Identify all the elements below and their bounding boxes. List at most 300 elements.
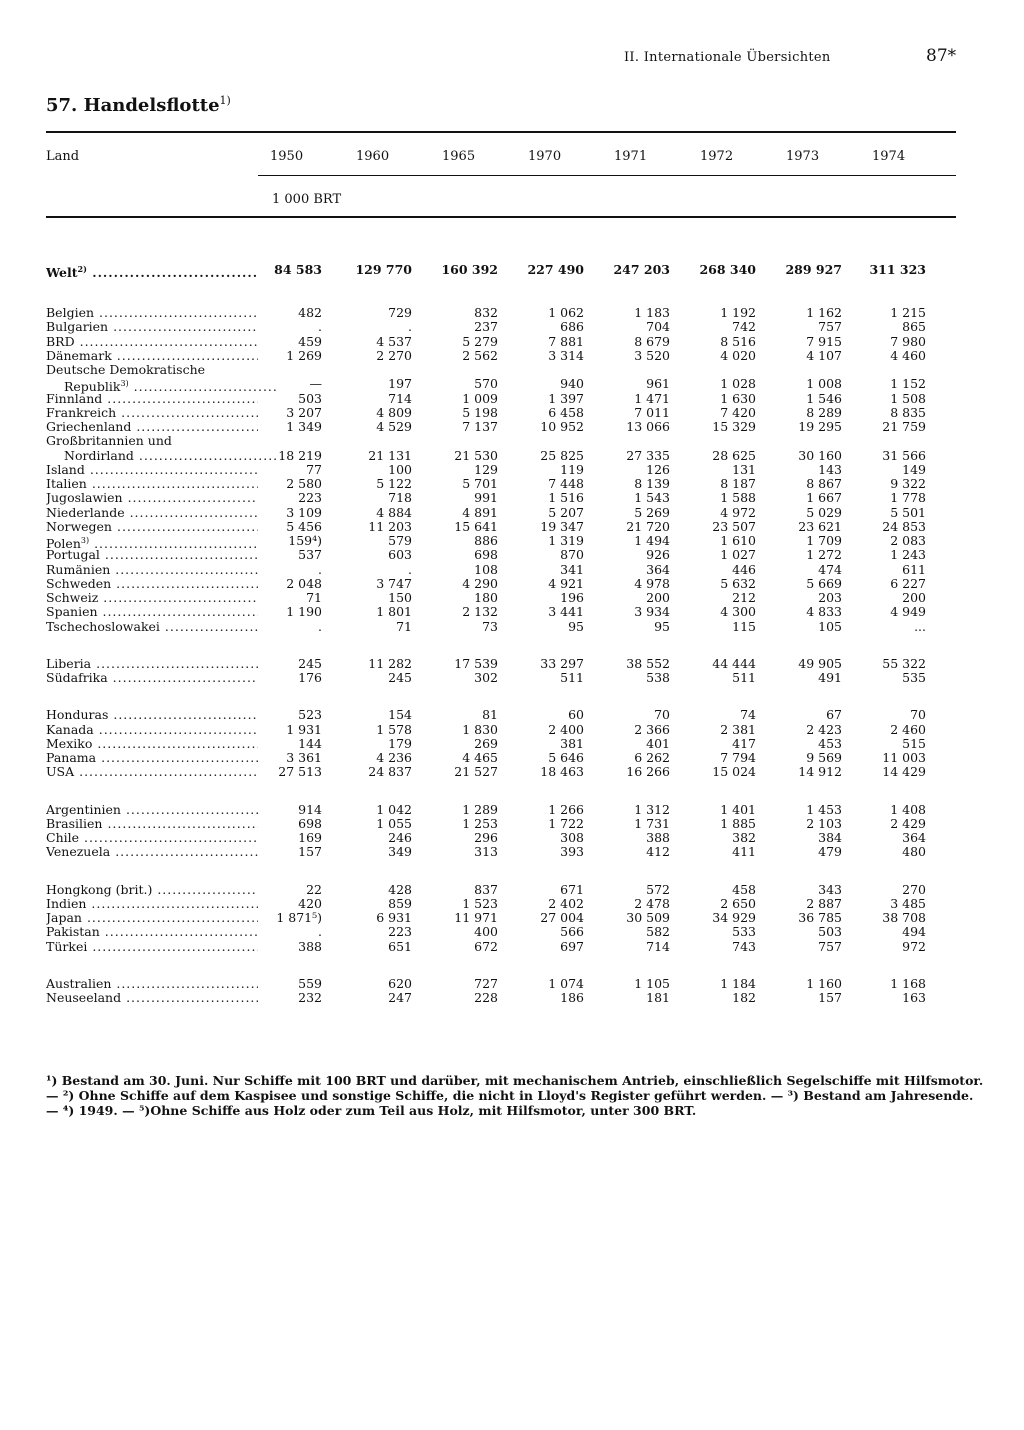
table-cell: 1 543 — [634, 490, 670, 506]
table-cell: 2 478 — [634, 895, 670, 911]
table-cell: 582 — [646, 924, 670, 940]
table-cell: . — [318, 924, 322, 940]
row-label-note: 3) — [120, 379, 129, 389]
table-cell: 5 456 — [286, 518, 322, 534]
column-header-year: 1972 — [700, 149, 734, 164]
row-label-text: Spanien — [46, 604, 98, 620]
table-row — [0, 533, 1024, 552]
table-cell: 4 537 — [376, 333, 412, 349]
table-cell: 729 — [388, 305, 412, 320]
table-cell: 1 215 — [890, 305, 926, 320]
table-cell: 313 — [474, 844, 498, 860]
table-cell: 55 322 — [882, 655, 926, 671]
table-cell: 232 — [298, 990, 322, 1005]
row-label — [46, 816, 258, 831]
table-cell: 157 — [298, 844, 322, 860]
row-label — [46, 750, 258, 765]
table-cell: 1 471 — [634, 390, 670, 406]
table-cell: 8 139 — [634, 476, 670, 491]
table-cell: 1 289 — [462, 801, 498, 817]
table-cell: 44 444 — [712, 655, 756, 671]
table-cell: 2 400 — [548, 721, 584, 737]
table-cell: 1 801 — [376, 604, 412, 620]
table-cell: 3 747 — [376, 575, 412, 591]
table-cell: 2 048 — [286, 575, 322, 591]
table-cell: 4 833 — [806, 604, 842, 620]
table-cell: 38 708 — [882, 910, 926, 925]
table-cell: 870 — [560, 547, 584, 563]
table-cell: 503 — [818, 924, 842, 940]
column-header-year: 1970 — [528, 149, 562, 164]
table-cell: 269 — [474, 735, 498, 751]
row-label-text: Honduras — [46, 707, 109, 723]
table-cell: 1 349 — [286, 419, 322, 434]
table-cell: 5 646 — [548, 750, 584, 765]
table-cell: 538 — [646, 670, 670, 685]
footnote-line: — ²) Ohne Schiffe auf dem Kaspisee und sonstige Schiffe, die nicht in Lloyd's Register geführt werden. — ³) Bestand am Jahresende. — [46, 1088, 974, 1103]
table-cell: 4 236 — [376, 750, 412, 765]
table-cell: 245 — [298, 655, 322, 671]
table-cell: 21 530 — [454, 447, 498, 463]
row-label-text: Griechenland — [46, 419, 132, 434]
table-row — [0, 844, 1024, 859]
table-cell: 28 625 — [712, 447, 756, 463]
row-label — [46, 736, 258, 751]
table-cell: 611 — [902, 561, 926, 577]
row-label — [46, 764, 258, 779]
table-cell: 686 — [560, 319, 584, 335]
row-label — [46, 576, 258, 591]
table-cell: 1 312 — [634, 801, 670, 817]
row-label — [46, 419, 258, 434]
row-label — [46, 562, 258, 577]
row-label — [46, 590, 258, 605]
table-cell: 491 — [818, 670, 842, 685]
table-cell: 27 513 — [278, 764, 322, 780]
table-cell: 73 — [482, 618, 498, 634]
column-header-row — [0, 149, 1024, 167]
table-cell: 1 162 — [806, 305, 842, 320]
table-cell: 5 701 — [462, 476, 498, 491]
table-cell: 160 392 — [441, 262, 498, 277]
table-cell: 181 — [646, 990, 670, 1005]
table-cell: 129 — [474, 461, 498, 477]
table-cell: 268 340 — [699, 262, 756, 277]
table-cell: 3 361 — [286, 750, 322, 765]
table-cell: 1 028 — [720, 376, 756, 392]
table-cell: 84 583 — [274, 262, 322, 277]
table-cell: 1 630 — [720, 390, 756, 406]
table-cell: 2 562 — [462, 347, 498, 363]
table-cell: 9 322 — [890, 476, 926, 491]
table-cell: 186 — [560, 990, 584, 1005]
table-cell: 1 184 — [720, 975, 756, 991]
table-cell: 4 300 — [720, 604, 756, 620]
table-cell: 1 523 — [462, 895, 498, 911]
table-cell: 5 029 — [806, 504, 842, 520]
table-cell: 886 — [474, 533, 498, 548]
table-cell: 119 — [560, 461, 584, 477]
table-cell: 865 — [902, 319, 926, 335]
table-cell: 1 160 — [806, 975, 842, 991]
row-label-text: Niederlande — [46, 504, 125, 520]
table-cell: 246 — [388, 830, 412, 845]
table-cell: 15 024 — [712, 764, 756, 780]
table-cell: 33 297 — [540, 655, 584, 671]
row-label-text: Jugoslawien — [46, 490, 123, 506]
column-header-year: 1973 — [786, 149, 820, 164]
row-label-text: Polen — [46, 536, 81, 552]
table-cell: 23 507 — [712, 518, 756, 534]
table-row — [0, 896, 1024, 911]
table-row — [0, 433, 1024, 448]
running-title: II. Internationale Übersichten — [624, 50, 831, 65]
table-cell: 15 329 — [712, 419, 756, 434]
row-label — [46, 348, 258, 363]
table-row — [0, 376, 1024, 395]
table-cell: 34 929 — [712, 910, 756, 925]
table-cell: 579 — [388, 533, 412, 548]
table-cell: 714 — [388, 390, 412, 406]
row-label-text: Deutsche Demokratische — [46, 362, 206, 377]
page-number: 87* — [926, 46, 957, 66]
table-cell: 27 004 — [540, 910, 584, 925]
table-cell: 4 891 — [462, 504, 498, 520]
table-cell: 446 — [732, 561, 756, 577]
table-row — [0, 519, 1024, 534]
table-row — [0, 334, 1024, 349]
table-row — [0, 816, 1024, 831]
table-cell: 364 — [646, 561, 670, 577]
table-cell: 381 — [560, 735, 584, 751]
row-label-text: Frankreich — [46, 404, 117, 420]
table-cell: 67 — [826, 707, 842, 723]
table-cell: 154 — [388, 707, 412, 723]
table-cell: 1 546 — [806, 390, 842, 406]
row-label-text: Island — [46, 461, 85, 477]
table-cell: 100 — [388, 461, 412, 477]
table-cell: 420 — [298, 895, 322, 911]
table-cell: 914 — [298, 801, 322, 817]
table-cell: 8 187 — [720, 476, 756, 491]
table-cell: 503 — [298, 390, 322, 406]
table-cell: 743 — [732, 938, 756, 954]
table-title-text: 57. Handelsflotte — [46, 95, 220, 116]
table-cell: 1 074 — [548, 975, 584, 991]
table-cell: 115 — [732, 618, 756, 634]
table-cell: 18 463 — [540, 764, 584, 780]
row-label-text: Südafrika — [46, 670, 108, 685]
table-cell: 247 203 — [613, 262, 670, 277]
table-cell: 482 — [298, 305, 322, 320]
row-label — [46, 924, 258, 939]
table-cell: 3 485 — [890, 895, 926, 911]
table-cell: 5 669 — [806, 575, 842, 591]
row-label-text: Japan — [46, 910, 82, 925]
table-cell: 179 — [388, 735, 412, 751]
table-cell: 1 578 — [376, 721, 412, 737]
row-label — [46, 462, 258, 477]
row-label — [46, 844, 258, 859]
table-title-note: 1) — [219, 94, 231, 107]
table-cell: 428 — [388, 881, 412, 897]
footnote-line: ¹) Bestand am 30. Juni. Nur Schiffe mit 100 BRT und darüber, mit mechanischem Antrieb, einschließlich Segelschiffe mit Hilfsmotor. — [46, 1073, 984, 1088]
table-cell: 4 107 — [806, 347, 842, 363]
table-cell: 71 — [306, 590, 322, 605]
row-label-text: Hongkong (brit.) — [46, 881, 153, 897]
table-cell: 1 042 — [376, 801, 412, 817]
table-cell: 1 731 — [634, 815, 670, 831]
table-cell: ... — [914, 618, 926, 634]
table-cell: 1 667 — [806, 490, 842, 506]
table-cell: 570 — [474, 376, 498, 392]
table-cell: 727 — [474, 975, 498, 991]
table-cell: 247 — [388, 990, 412, 1005]
table-cell: 388 — [646, 830, 670, 845]
table-cell: 200 — [902, 590, 926, 605]
table-cell: 1 778 — [890, 490, 926, 506]
table-cell: 17 539 — [454, 655, 498, 671]
table-cell: 341 — [560, 561, 584, 577]
row-label — [46, 405, 258, 420]
table-row — [0, 405, 1024, 420]
table-cell: 4 949 — [890, 604, 926, 620]
table-cell: 129 770 — [355, 262, 412, 277]
table-cell: 6 262 — [634, 750, 670, 765]
table-row — [0, 707, 1024, 722]
row-label-text: Republik — [64, 379, 121, 395]
table-cell: 9 569 — [806, 750, 842, 765]
table-cell: 11 282 — [368, 655, 412, 671]
table-cell: 95 — [654, 618, 670, 634]
table-cell: 714 — [646, 938, 670, 954]
top-rule — [46, 131, 956, 133]
table-cell: 926 — [646, 547, 670, 563]
table-cell: 620 — [388, 975, 412, 991]
row-label — [46, 448, 276, 463]
table-cell: 4 460 — [890, 347, 926, 363]
table-cell: 1 494 — [634, 533, 670, 548]
table-cell: 4 884 — [376, 504, 412, 520]
row-label — [46, 656, 258, 671]
table-row — [0, 604, 1024, 619]
table-cell: . — [318, 618, 322, 634]
column-header-land: Land — [46, 149, 80, 164]
table-cell: 2 381 — [720, 721, 756, 737]
table-cell: 15 641 — [454, 518, 498, 534]
table-cell: — — [309, 376, 322, 392]
row-label — [46, 334, 258, 349]
table-cell: 14 429 — [882, 764, 926, 780]
table-cell: 289 927 — [785, 262, 842, 277]
table-cell: 704 — [646, 319, 670, 335]
table-cell: 364 — [902, 830, 926, 845]
row-label-text: Chile — [46, 830, 80, 845]
table-cell: 1 266 — [548, 801, 584, 817]
row-label — [46, 670, 258, 685]
table-cell: 1 055 — [376, 815, 412, 831]
table-cell: 2 083 — [890, 533, 926, 548]
table-cell: 7 915 — [806, 333, 842, 349]
table-cell: 2 460 — [890, 721, 926, 737]
table-cell: 223 — [298, 490, 322, 506]
table-cell: 1 269 — [286, 347, 322, 363]
row-label-text: Neuseeland — [46, 990, 122, 1005]
table-cell: 19 295 — [798, 419, 842, 434]
row-label — [46, 305, 258, 320]
table-row — [0, 670, 1024, 685]
table-cell: 7 448 — [548, 476, 584, 491]
table-cell: 1 009 — [462, 390, 498, 406]
table-cell: 36 785 — [798, 910, 842, 925]
row-label — [46, 519, 258, 534]
row-label-text: USA — [46, 764, 75, 780]
table-cell: 1 610 — [720, 533, 756, 548]
table-cell: 837 — [474, 881, 498, 897]
table-cell: 1 253 — [462, 815, 498, 831]
table-cell: 698 — [474, 547, 498, 563]
table-cell: 30 509 — [626, 910, 670, 925]
table-cell: 227 490 — [527, 262, 584, 277]
column-header-year: 1950 — [270, 149, 304, 164]
table-cell: 458 — [732, 881, 756, 897]
table-cell: 718 — [388, 490, 412, 506]
table-row — [0, 305, 1024, 320]
table-cell: 859 — [388, 895, 412, 911]
row-label — [46, 476, 258, 491]
table-cell: 697 — [560, 938, 584, 954]
row-label-text: Dänemark — [46, 347, 112, 363]
table-row — [0, 462, 1024, 477]
row-label-text: Norwegen — [46, 518, 112, 534]
table-cell: 832 — [474, 305, 498, 320]
header-divider — [258, 175, 956, 176]
header-bottom-rule — [46, 216, 956, 218]
table-row — [0, 505, 1024, 520]
table-cell: 479 — [818, 844, 842, 860]
table-row — [0, 547, 1024, 562]
table-cell: 8 867 — [806, 476, 842, 491]
table-cell: 453 — [818, 735, 842, 751]
table-cell: 1 401 — [720, 801, 756, 817]
table-row — [0, 830, 1024, 845]
table-cell: 2 402 — [548, 895, 584, 911]
table-cell: 1 183 — [634, 305, 670, 320]
table-cell: 7 980 — [890, 333, 926, 349]
row-label-text: Schweiz — [46, 590, 99, 605]
table-cell: 1 190 — [286, 604, 322, 620]
table-cell: 203 — [818, 590, 842, 605]
table-cell: 70 — [910, 707, 926, 723]
table-cell: 131 — [732, 461, 756, 477]
table-cell: 559 — [298, 975, 322, 991]
table-cell: 3 314 — [548, 347, 584, 363]
table-cell: 150 — [388, 590, 412, 605]
table-cell: 157 — [818, 990, 842, 1005]
table-cell: 245 — [388, 670, 412, 685]
row-label — [46, 619, 258, 634]
table-cell: 27 335 — [626, 447, 670, 463]
row-label-note: 3) — [80, 536, 90, 545]
table-cell: 8 289 — [806, 404, 842, 420]
table-cell: 474 — [818, 561, 842, 577]
table-row — [0, 562, 1024, 577]
table-cell: 3 109 — [286, 504, 322, 520]
row-label — [46, 262, 258, 280]
table-cell: 2 650 — [720, 895, 756, 911]
table-cell: 18 219 — [278, 447, 322, 463]
table-cell: 4 465 — [462, 750, 498, 765]
table-cell: 22 — [306, 881, 322, 897]
table-cell: 991 — [474, 490, 498, 506]
table-row — [0, 262, 1024, 281]
table-cell: 19 347 — [540, 518, 584, 534]
table-cell: 25 825 — [540, 447, 584, 463]
table-cell: 182 — [732, 990, 756, 1005]
table-cell: 4 529 — [376, 419, 412, 434]
table-row — [0, 348, 1024, 363]
table-cell: 176 — [298, 670, 322, 685]
row-label-text: Panama — [46, 750, 97, 765]
table-cell: 3 441 — [548, 604, 584, 620]
table-cell: 1 319 — [548, 533, 584, 548]
row-label-text: Portugal — [46, 547, 100, 563]
table-cell: 5 279 — [462, 333, 498, 349]
footnotes — [46, 1073, 984, 1118]
table-cell: 4 921 — [548, 575, 584, 591]
row-label — [46, 362, 258, 377]
table-cell: 144 — [298, 735, 322, 751]
table-cell: 7 794 — [720, 750, 756, 765]
table-row — [0, 764, 1024, 779]
table-cell: 1 027 — [720, 547, 756, 563]
table-cell: 1 008 — [806, 376, 842, 392]
table-cell: 21 720 — [626, 518, 670, 534]
table-cell: 237 — [474, 319, 498, 335]
table-cell: 511 — [560, 670, 584, 685]
table-cell: 21 759 — [882, 419, 926, 434]
table-cell: 4 020 — [720, 347, 756, 363]
table-row — [0, 736, 1024, 751]
table-cell: 349 — [388, 844, 412, 860]
table-cell: 401 — [646, 735, 670, 751]
table-cell: 1 709 — [806, 533, 842, 548]
row-label — [46, 990, 258, 1005]
table-cell: 23 621 — [798, 518, 842, 534]
table-cell: 757 — [818, 938, 842, 954]
table-cell: 24 837 — [368, 764, 412, 780]
table-cell: 5 122 — [376, 476, 412, 491]
table-cell: 6 227 — [890, 575, 926, 591]
table-cell: 2 270 — [376, 347, 412, 363]
table-cell: 163 — [902, 990, 926, 1005]
row-label-text: Pakistan — [46, 924, 100, 940]
row-label-text: Venezuela — [46, 844, 111, 860]
table-cell: . — [408, 319, 412, 335]
table-row — [0, 924, 1024, 939]
table-cell: 296 — [474, 830, 498, 845]
table-cell: 4 290 — [462, 575, 498, 591]
table-cell: 384 — [818, 830, 842, 845]
table-cell: 535 — [902, 670, 926, 685]
table-cell: 180 — [474, 590, 498, 605]
row-label — [46, 391, 258, 406]
row-label — [46, 547, 258, 562]
table-cell: 393 — [560, 844, 584, 860]
table-row — [0, 576, 1024, 591]
table-cell: 1 272 — [806, 547, 842, 563]
table-cell: . — [318, 319, 322, 335]
